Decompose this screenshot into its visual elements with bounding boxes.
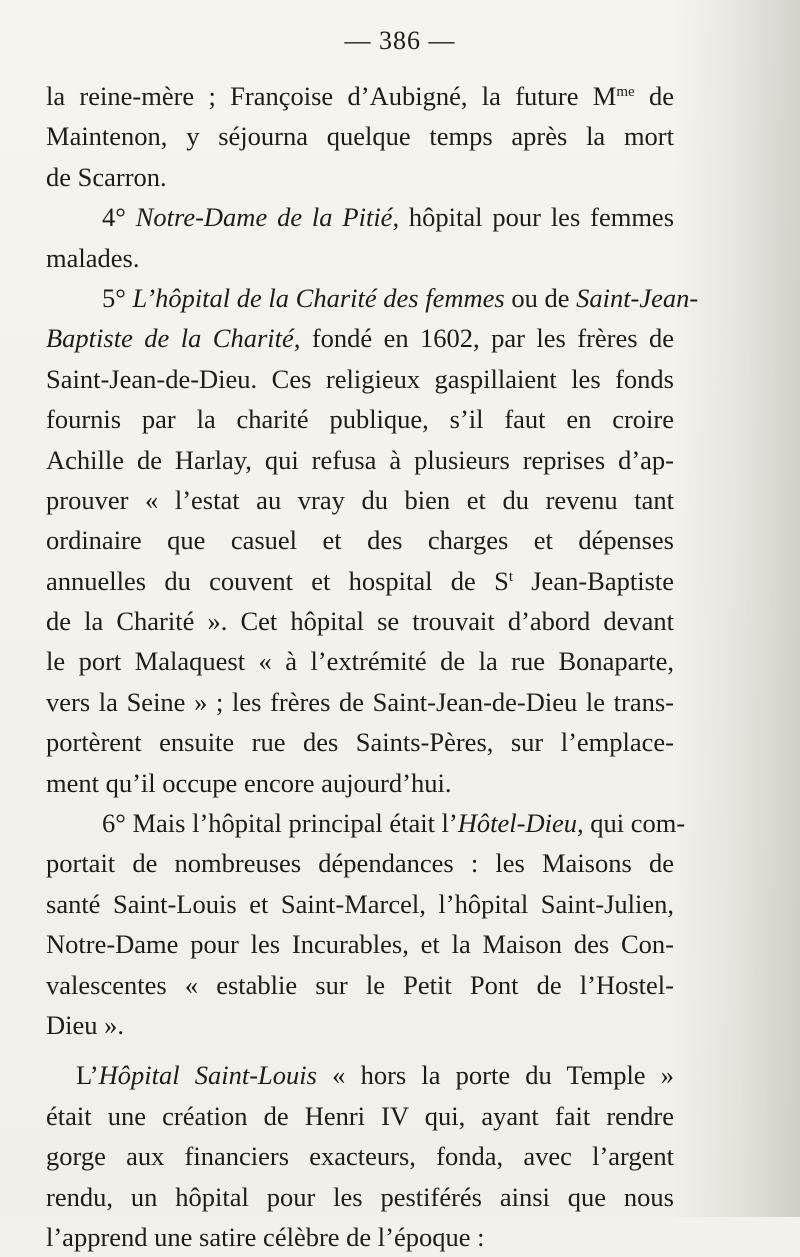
text-segment: L’ [76,1060,99,1091]
text-segment: ordinaire que casuel et des charges et dépenses [46,525,674,556]
text-line [46,520,674,560]
page-number: — 386 — [344,26,456,55]
text-segment: Achille de Harlay, qui refusa à plusieurs reprises d’ap- [46,444,674,475]
text-line [46,440,674,480]
text-segment: portait de nombreuses dépendances : les Maisons de [46,848,674,879]
text-line [46,924,674,964]
text-line [46,965,674,1005]
italic-text: Baptiste de la Charité, [46,323,301,354]
text-segment: gorge aux financiers exacteurs, fonda, avec l’argent [46,1141,674,1172]
text-line [46,1136,674,1176]
text-segment: valescentes « establie sur le Petit Pont de l’Hostel- [46,969,674,1000]
text-segment: ou de [504,282,577,313]
text-segment: qui com- [583,808,686,839]
text-line [46,1177,674,1217]
text-segment: de [634,81,674,111]
text-line [46,1096,674,1136]
text-segment: Saint-Jean-de-Dieu. Ces religieux gaspillaient les fonds [46,363,674,394]
text-segment: fournis par la charité publique, s’il faut en croire [46,404,674,435]
text-segment: Dieu ». [46,1009,125,1040]
text-line [46,884,674,924]
text-segment: Maintenon, y séjourna quelque temps après la mort [46,121,674,152]
text-line [46,682,674,722]
text-line [46,1055,674,1095]
italic-text: Saint-Jean- [576,282,699,313]
text-segment: 6° Mais l’hôpital principal était l’ [102,808,458,839]
italic-text: Notre-Dame de la Pitié, [135,202,400,233]
text-segment: 5° [102,282,133,313]
text-segment: 4° [102,202,136,233]
text-line [46,157,674,197]
text-line [46,480,674,520]
text-line [46,1005,674,1045]
italic-text: Hôtel-Dieu, [457,808,584,839]
text-segment: santé Saint-Louis et Saint-Marcel, l’hôpital Saint-Julien, [46,888,674,919]
text-line [46,803,686,843]
text-line [46,116,674,156]
text-line [46,197,674,237]
text-line [46,76,674,116]
text-segment: Notre-Dame pour les Incurables, et la Maison des Con- [46,929,674,960]
text-line [46,359,674,399]
italic-text: Hôpital Saint-Louis [98,1060,317,1091]
body-text [46,76,699,1257]
text-segment: malades. [46,242,140,273]
text-segment: le port Malaquest « à l’extrémité de la rue Bonaparte, [46,646,674,677]
text-line [46,641,674,681]
text-line [46,318,674,358]
text-segment: était une création de Henri IV qui, ayant fait rendre [46,1100,674,1131]
text-line [46,763,674,803]
text-line [46,278,699,318]
text-segment: l’apprend une satire célèbre de l’époque : [46,1221,485,1252]
text-line [46,561,674,601]
text-segment: prouver « l’estat au vray du bien et du revenu tant [46,484,674,515]
text-segment: « hors la porte du Temple » [316,1060,674,1091]
text-segment: vers la Seine » ; les frères de Saint-Jean-de-Dieu le trans- [46,686,674,717]
text-segment: ment qu’il occupe encore aujourd’hui. [46,767,452,798]
text-segment: fondé en 1602, par les frères de [300,323,675,354]
text-line [46,1217,674,1257]
text-line [46,843,674,883]
text-segment: hôpital pour les femmes [399,202,675,233]
text-line [46,601,674,641]
text-segment: portèrent ensuite rue des Saints-Pères, sur l’emplace- [46,727,674,758]
text-line [46,238,674,278]
text-segment: la reine-mère ; Françoise d’Aubigné, la future M [46,81,617,111]
italic-text: L’hôpital de la Charité des femmes [132,282,505,313]
text-line [46,722,674,762]
superscript: t [508,568,513,585]
text-segment: de la Charité ». Cet hôpital se trouvait d’abord devant [46,606,674,637]
text-segment: de Scarron. [46,161,167,192]
text-segment: annuelles du couvent et hospital de S [46,565,509,596]
text-segment: rendu, un hôpital pour les pestiférés ainsi que nous [46,1181,674,1212]
text-line [46,399,674,439]
text-segment: Jean-Baptiste [512,565,675,596]
superscript: me [616,84,635,100]
